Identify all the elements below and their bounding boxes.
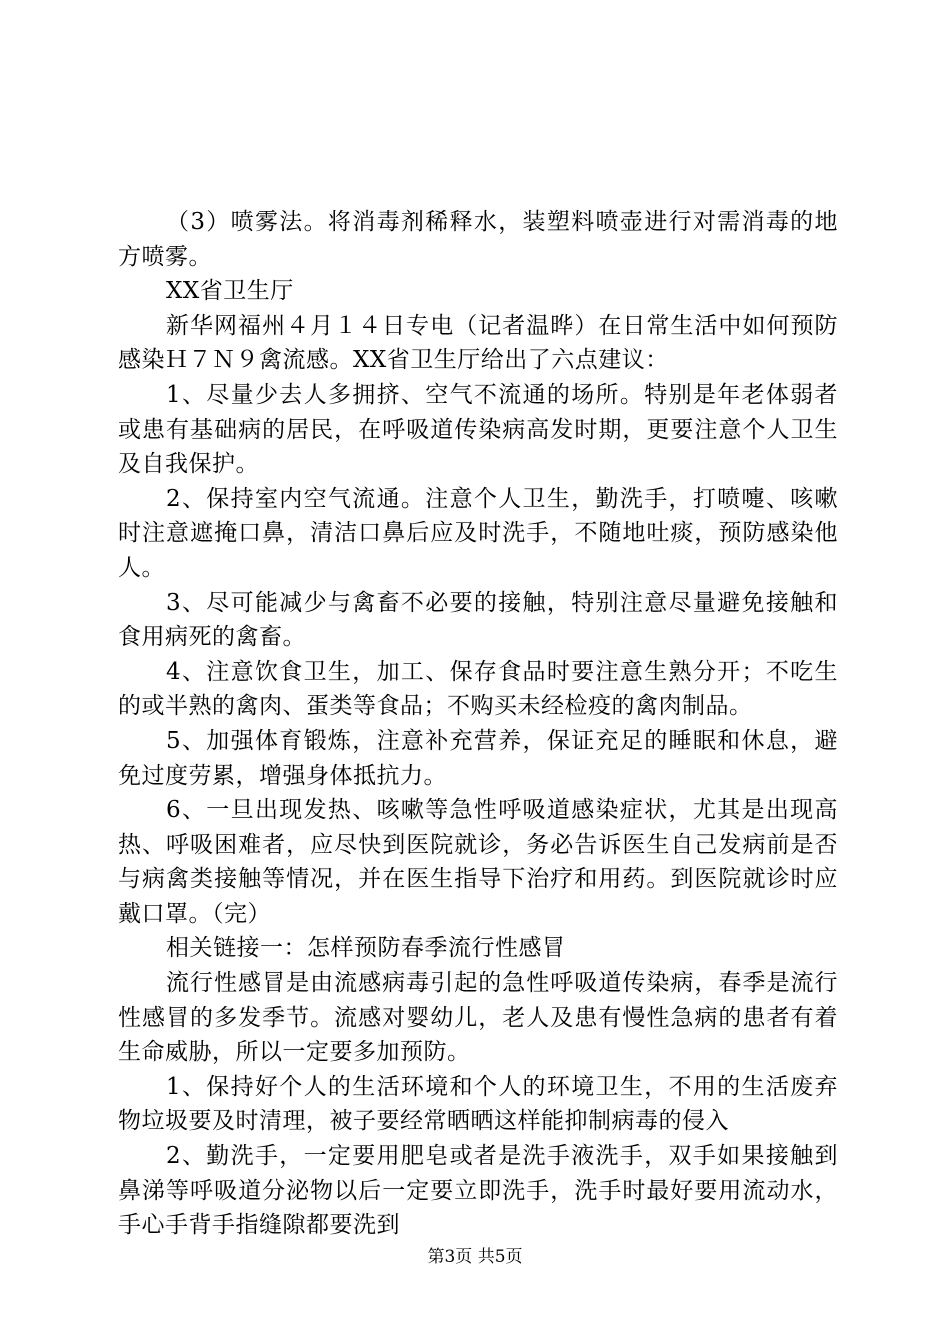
paragraph-advice-4: 4、注意饮食卫生，加工、保存食品时要注意生熟分开；不吃生的或半熟的禽肉、蛋类等食品；不购买未经检疫的禽肉制品。: [118, 658, 838, 720]
paragraph-health-department: XX省卫生厅: [166, 278, 294, 305]
paragraph-advice-3: 3、尽可能减少与禽畜不必要的接触，特别注意尽量避免接触和食用病死的禽畜。: [118, 589, 838, 651]
paragraph-flu-tip-2: 2、勤洗手，一定要用肥皂或者是洗手液洗手，双手如果接触到鼻涕等呼吸道分泌物以后一定要立即洗手，洗手时最好要用流动水，手心手背手指缝隙都要洗到: [118, 1143, 838, 1239]
page-number-label: 第3页 共5页: [427, 1247, 523, 1267]
paragraph-advice-2: 2、保持室内空气流通。注意个人卫生，勤洗手，打喷嚏、咳嗽时注意遮掩口鼻，清洁口鼻后应及时洗手，不随地吐痰，预防感染他人。: [118, 485, 838, 581]
paragraph-spray-method: （3）喷雾法。将消毒剂稀释水，装塑料喷壶进行对需消毒的地方喷雾。: [118, 209, 838, 270]
paragraph-flu-tip-1: 1、保持好个人的生活环境和个人的环境卫生，不用的生活废弃物垃圾要及时清理，被子要经常晒晒这样能抑制病毒的侵入: [118, 1073, 838, 1135]
document-body: [118, 205, 838, 1243]
paragraph-advice-6: 6、一旦出现发热、咳嗽等急性呼吸道感染症状，尤其是出现高热、呼吸困难者，应尽快到医院就诊，务必告诉医生自己发病前是否与病禽类接触等情况，并在医生指导下治疗和用药。到医院就诊时应戴口罩。（完）: [118, 797, 838, 927]
paragraph-advice-1: 1、尽量少去人多拥挤、空气不流通的场所。特别是年老体弱者或患有基础病的居民，在呼吸道传染病高发时期，更要注意个人卫生及自我保护。: [118, 381, 838, 478]
paragraph-news-intro: 新华网福州４月１４日专电（记者温晔）在日常生活中如何预防感染Ｈ７Ｎ９禽流感。XX省卫生厅给出了六点建议：: [118, 312, 838, 374]
paragraph-flu-intro: 流行性感冒是由流感病毒引起的急性呼吸道传染病，春季是流行性感冒的多发季节。流感对婴幼儿，老人及患有慢性急病的患者有着生命威胁，所以一定要多加预防。: [118, 970, 838, 1066]
paragraph-advice-5: 5、加强体育锻炼，注意补充营养，保证充足的睡眠和休息，避免过度劳累，增强身体抵抗力。: [118, 727, 838, 789]
page-footer: [0, 1242, 950, 1267]
paragraph-related-link-title: 相关链接一：怎样预防春季流行性感冒: [166, 935, 566, 962]
